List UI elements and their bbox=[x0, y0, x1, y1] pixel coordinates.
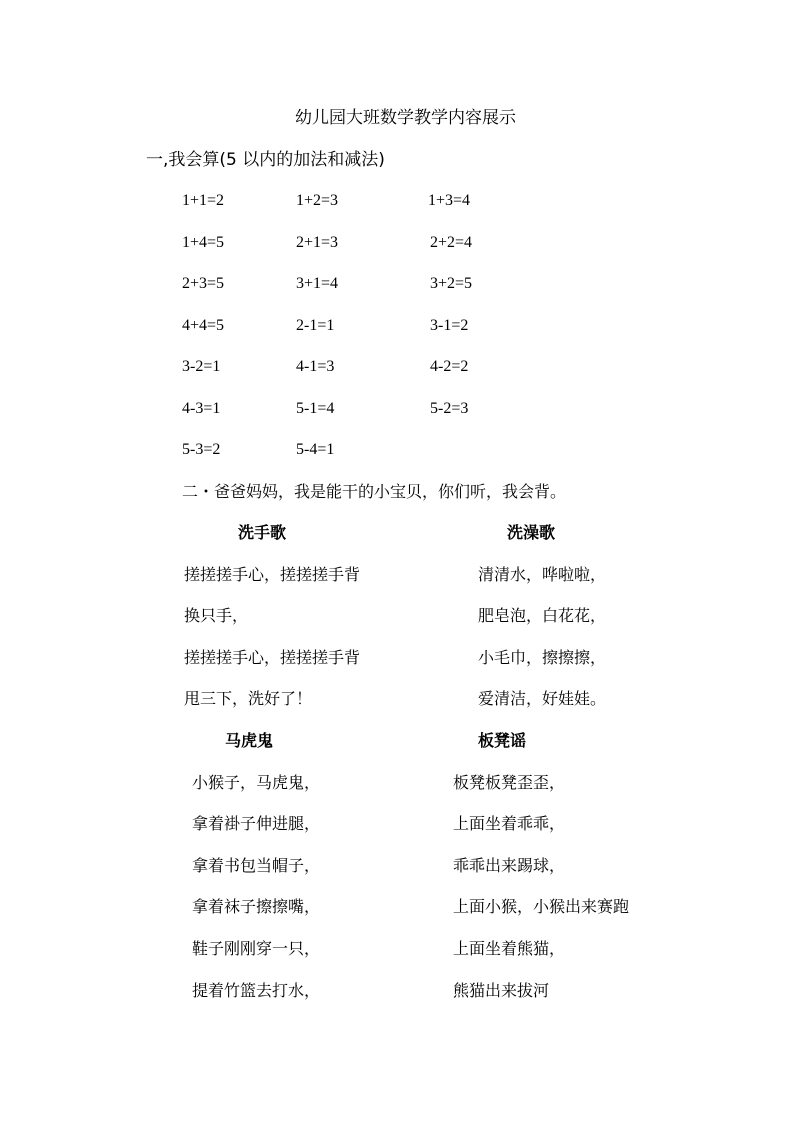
equation: 4+4=5 bbox=[182, 317, 225, 334]
poem-line: 甩三下，洗好了！ bbox=[184, 689, 313, 708]
poem-line: 拿着袜子擦擦嘴， bbox=[192, 897, 321, 916]
poem-line: 拿着褂子伸进腿， bbox=[192, 814, 321, 833]
equation: 4-3=1 bbox=[182, 400, 221, 417]
equation: 1+4=5 bbox=[182, 234, 225, 251]
equation: 2-1=1 bbox=[296, 317, 335, 334]
equation: 5-2=3 bbox=[430, 400, 469, 417]
poem-line: 乖乖出来踢球， bbox=[453, 856, 566, 875]
equation: 2+2=4 bbox=[430, 234, 473, 251]
poem-title: 洗澡歌 bbox=[507, 523, 556, 542]
equation: 1+1=2 bbox=[182, 192, 225, 209]
equation: 5-3=2 bbox=[182, 441, 221, 458]
poem-line: 爱清洁，好娃娃。 bbox=[478, 689, 607, 708]
page-title: 幼儿园大班数学教学内容展示 bbox=[295, 108, 516, 128]
equation: 1+2=3 bbox=[296, 192, 339, 209]
poem-line: 换只手， bbox=[184, 606, 249, 625]
poem-title: 板凳谣 bbox=[478, 731, 527, 750]
poem-line: 上面坐着熊猫， bbox=[453, 939, 566, 958]
poem-title: 马虎鬼 bbox=[225, 731, 274, 750]
poem-line: 清清水，哗啦啦， bbox=[478, 565, 607, 584]
equation: 1+3=4 bbox=[428, 192, 471, 209]
equation: 2+1=3 bbox=[296, 234, 339, 251]
poem-line: 小猴子，马虎鬼， bbox=[192, 773, 321, 792]
equation: 3-2=1 bbox=[182, 358, 221, 375]
equation: 3+2=5 bbox=[430, 275, 473, 292]
poem-line: 上面小猴，小猴出来赛跑 bbox=[453, 897, 630, 916]
equation: 4-1=3 bbox=[296, 358, 335, 375]
equation: 4-2=2 bbox=[430, 358, 469, 375]
poem-line: 小毛巾，擦擦擦， bbox=[478, 648, 607, 667]
equation: 5-4=1 bbox=[296, 441, 335, 458]
equation: 3-1=2 bbox=[430, 317, 469, 334]
section-heading-arithmetic: 一,我会算(5 以内的加法和减法) bbox=[146, 150, 385, 170]
poem-line: 上面坐着乖乖， bbox=[453, 814, 566, 833]
equation: 5-1=4 bbox=[296, 400, 335, 417]
poem-line: 鞋子刚刚穿一只， bbox=[192, 939, 321, 958]
equation: 3+1=4 bbox=[296, 275, 339, 292]
poem-line: 提着竹篮去打水， bbox=[192, 981, 321, 1000]
equation: 2+3=5 bbox=[182, 275, 225, 292]
poem-line: 搓搓搓手心，搓搓搓手背 bbox=[184, 565, 361, 584]
poem-title: 洗手歌 bbox=[238, 523, 287, 542]
poem-line: 拿着书包当帽子， bbox=[192, 856, 321, 875]
poem-line: 搓搓搓手心，搓搓搓手背 bbox=[184, 648, 361, 667]
poem-line: 板凳板凳歪歪， bbox=[453, 773, 566, 792]
section-heading-recitation: 二・爸爸妈妈，我是能干的小宝贝，你们听，我会背。 bbox=[182, 482, 567, 501]
poem-line: 肥皂泡，白花花， bbox=[478, 606, 607, 625]
poem-line: 熊猫出来拔河 bbox=[453, 981, 550, 1000]
